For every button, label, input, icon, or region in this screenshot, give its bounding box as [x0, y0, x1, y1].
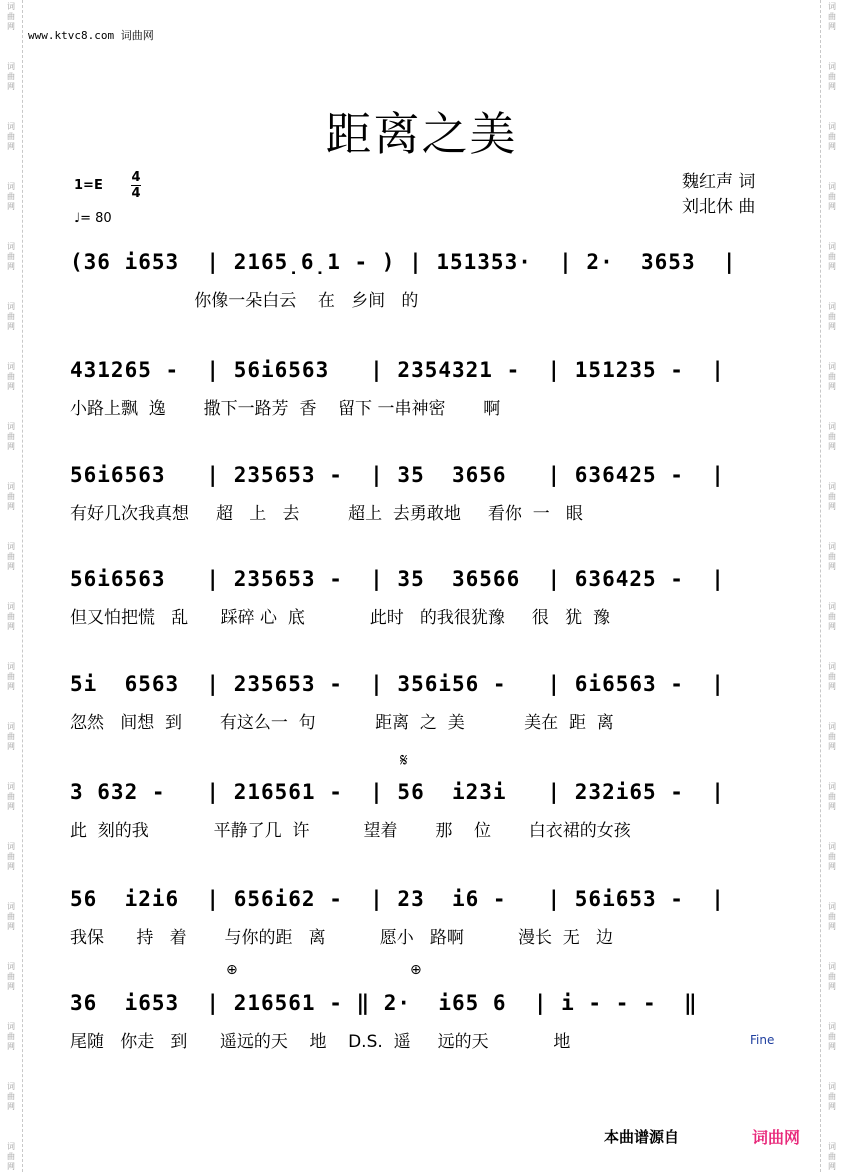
watermark-glyphs: 词 曲 网: [828, 902, 836, 931]
composer: 刘北休 曲: [682, 197, 756, 217]
watermark-glyphs: 词 曲 网: [7, 1142, 15, 1171]
watermark-glyphs: 词 曲 网: [7, 1082, 15, 1111]
lyrics-line: 小路上飘 逸 撒下一路芳 香 留下 一串神密 啊: [70, 399, 501, 419]
watermark-glyphs: 词 曲 网: [7, 182, 15, 211]
watermark-glyphs: 词 曲 网: [828, 842, 836, 871]
lyrics-line: 我保 持 着 与你的距 离 愿小 路啊 漫长 无 边: [70, 928, 613, 948]
lyrics-line: 有好几次我真想 超 上 去 超上 去勇敢地 看你 一 眼: [70, 504, 583, 524]
notes-line: 56i6563 | 235653 - | 35 36566 | 636425 - |: [70, 567, 725, 591]
watermark-glyphs: 词 曲 网: [828, 1022, 836, 1051]
notes-line: 56i6563 | 235653 - | 35 3656 | 636425 - |: [70, 463, 725, 487]
watermark-glyphs: 词 曲 网: [7, 602, 15, 631]
time-signature: [131, 170, 141, 201]
lyrics-line: 你像一朵白云 在 乡间 的: [70, 291, 419, 311]
footer-brand: 词曲网: [752, 1128, 801, 1147]
watermark-glyphs: 词 曲 网: [828, 542, 836, 571]
watermark-glyphs: 词 曲 网: [7, 842, 15, 871]
watermark-glyphs: 词 曲 网: [828, 242, 836, 271]
watermark-glyphs: 词 曲 网: [828, 782, 836, 811]
watermark-glyphs: 词 曲 网: [828, 1142, 836, 1171]
watermark-glyphs: 词 曲 网: [828, 2, 836, 31]
watermark-glyphs: 词 曲 网: [828, 122, 836, 151]
coda-sign: ⊕: [410, 962, 422, 978]
watermark-glyphs: 词 曲 网: [7, 242, 15, 271]
watermark-glyphs: 词 曲 网: [828, 482, 836, 511]
notes-line: (36 i653 | 2165̣6̣1 - ) | 151353· | 2· 3653 |: [70, 250, 737, 274]
watermark-glyphs: 词 曲 网: [7, 722, 15, 751]
watermark-glyphs: 词 曲 网: [7, 482, 15, 511]
watermark-glyphs: 词 曲 网: [7, 902, 15, 931]
lyrics-line: 尾随 你走 到 遥远的天 地 D.S. 遥 远的天 地: [70, 1032, 571, 1052]
notes-line: 3 632 - | 216561 - | 56 i23i | 232i65 - |: [70, 780, 725, 804]
watermark-glyphs: 词 曲 网: [7, 422, 15, 451]
site-url: www.ktvc8.com 词曲网: [28, 29, 154, 42]
right-watermark-strip: [820, 0, 843, 1172]
watermark-glyphs: 词 曲 网: [828, 422, 836, 451]
watermark-glyphs: 词 曲 网: [828, 602, 836, 631]
notes-line: 5i 6563 | 235653 - | 356i56 - | 6i6563 - |: [70, 672, 725, 696]
watermark-glyphs: 词 曲 网: [7, 62, 15, 91]
notes-line: 36 i653 | 216561 - ‖ 2· i65 6 | i - - - ‖: [70, 991, 698, 1015]
notes-line: 56 i2i6 | 656i62 - | 23 i6 - | 56i653 - |: [70, 887, 725, 911]
segno-sign: 𝄋: [400, 750, 408, 771]
watermark-glyphs: 词 曲 网: [7, 302, 15, 331]
credits: [682, 170, 755, 220]
watermark-glyphs: 词 曲 网: [7, 542, 15, 571]
watermark-glyphs: 词 曲 网: [7, 1022, 15, 1051]
time-signature-bottom: 4: [131, 186, 141, 201]
watermark-glyphs: 词 曲 网: [7, 2, 15, 31]
fine-marking: Fine: [750, 1033, 775, 1047]
footer-source: 本曲谱源自: [604, 1128, 680, 1146]
time-signature-top: 4: [131, 170, 141, 185]
lyrics-line: 此 刻的我 平静了几 许 望着 那 位 白衣裙的女孩: [70, 821, 631, 841]
watermark-glyphs: 词 曲 网: [828, 962, 836, 991]
watermark-glyphs: 词 曲 网: [7, 362, 15, 391]
watermark-glyphs: 词 曲 网: [7, 962, 15, 991]
watermark-glyphs: 词 曲 网: [828, 722, 836, 751]
notes-line: 431265 - | 56i6563 | 2354321 - | 151235 - |: [70, 358, 725, 382]
tempo-marking: ♩= 80: [74, 211, 112, 226]
watermark-glyphs: 词 曲 网: [828, 662, 836, 691]
watermark-glyphs: 词 曲 网: [7, 662, 15, 691]
watermark-glyphs: 词 曲 网: [7, 122, 15, 151]
lyricist: 魏红声 词: [682, 172, 756, 192]
watermark-glyphs: 词 曲 网: [828, 62, 836, 91]
key-signature: 1=E: [74, 178, 103, 193]
watermark-glyphs: 词 曲 网: [7, 782, 15, 811]
watermark-glyphs: 词 曲 网: [828, 182, 836, 211]
watermark-glyphs: 词 曲 网: [828, 302, 836, 331]
lyrics-line: 忽然 间想 到 有这么一 句 距离 之 美 美在 距 离: [70, 713, 614, 733]
left-watermark-strip: [0, 0, 23, 1172]
watermark-glyphs: 词 曲 网: [828, 1082, 836, 1111]
coda-sign: ⊕: [226, 962, 238, 978]
lyrics-line: 但又怕把慌 乱 踩碎 心 底 此时 的我很犹豫 很 犹 豫: [70, 608, 610, 628]
song-title: 距离之美: [325, 107, 518, 161]
watermark-glyphs: 词 曲 网: [828, 362, 836, 391]
